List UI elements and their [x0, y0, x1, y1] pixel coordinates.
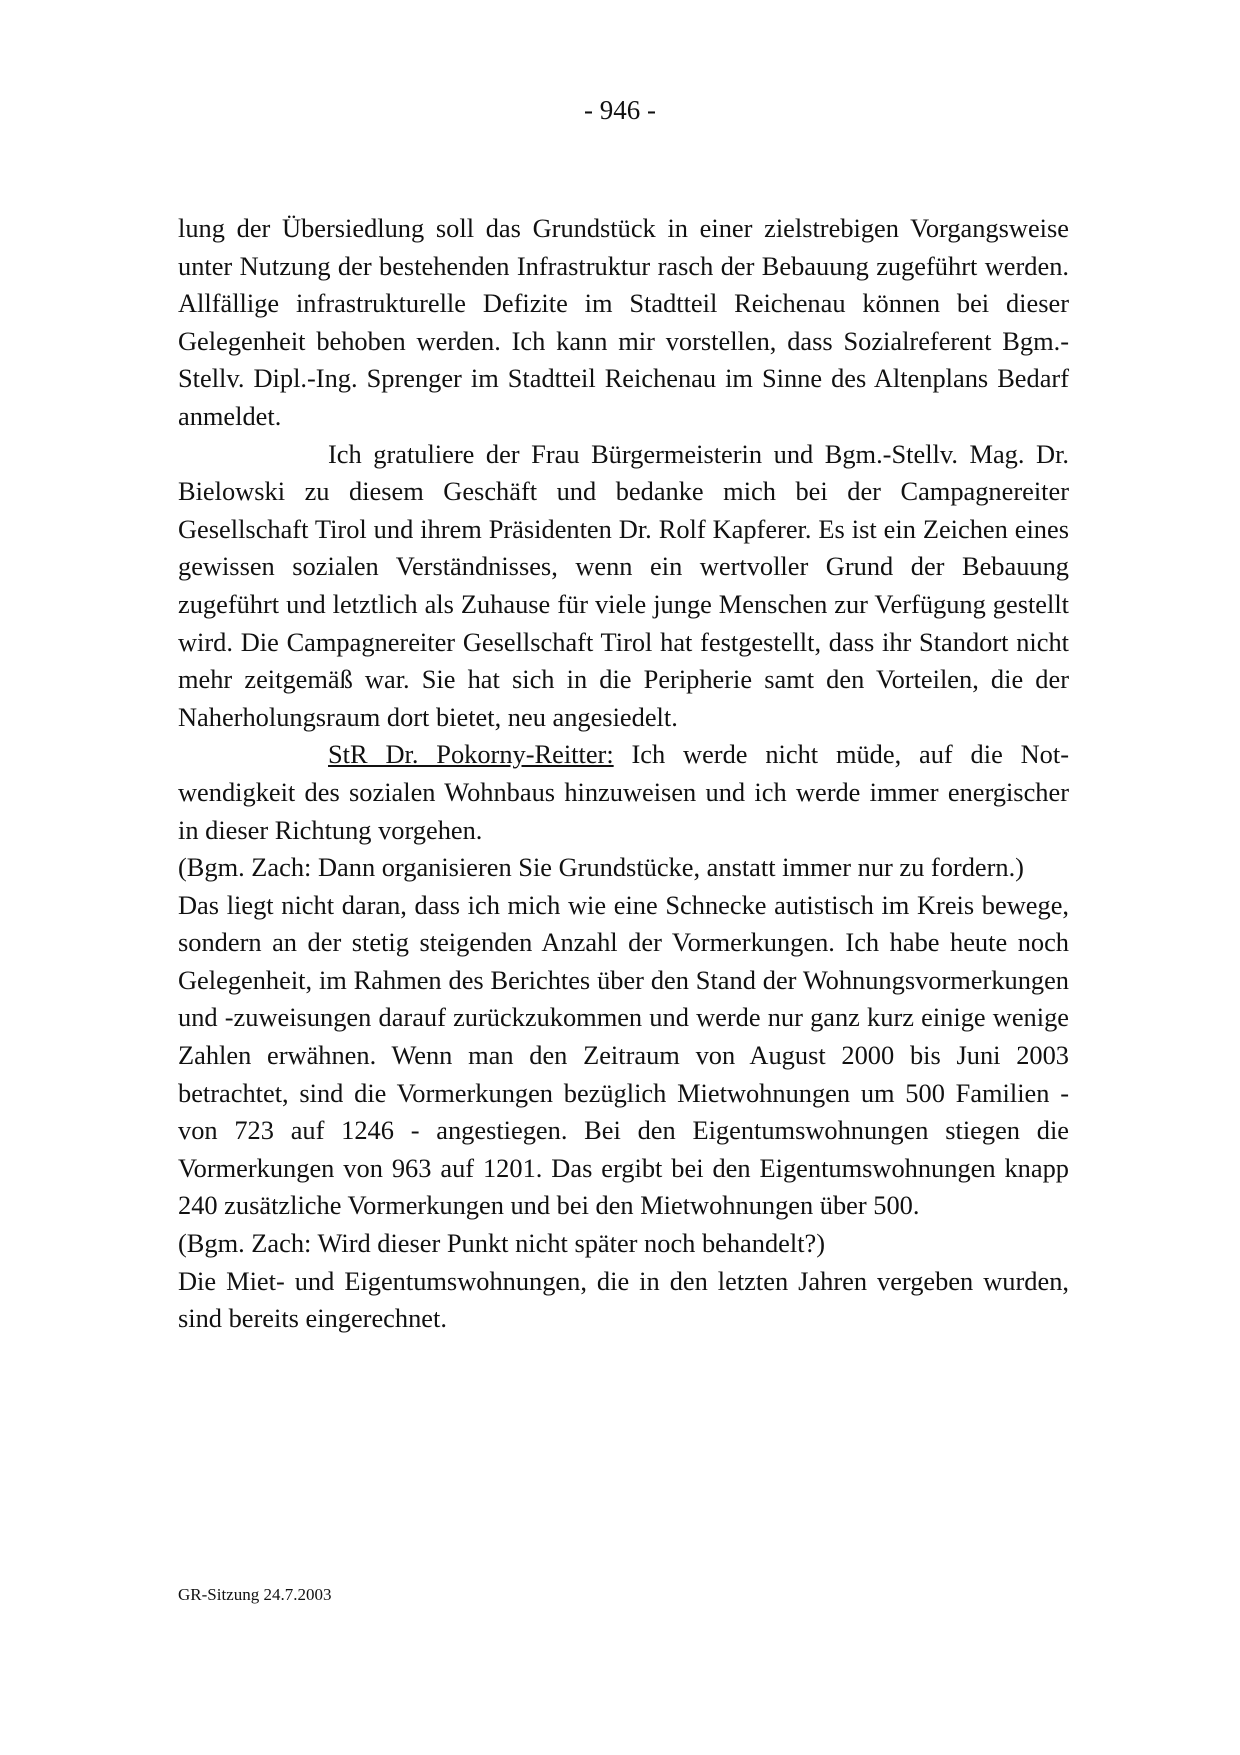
speech-paragraph: [178, 736, 1069, 849]
speech-text: Ich werde nicht müde, auf die Notwendigkeit des sozialen Wohnbaus hinzuweisen und ich werde immer energischer in dieser Richtung vorgehen.: [178, 739, 1070, 845]
interjection: (Bgm. Zach: Wird dieser Punkt nicht später noch behandelt?): [178, 1228, 826, 1259]
paragraph: lung der Übersiedlung soll das Grundstück in einer zielstrebigen Vorgangsweise unter Nutzung der bestehenden Infrastruktur rasch der Bebauung zugeführt werden. Allfällige infrastrukturelle Defizite im Stadtteil Reichenau können bei dieser Gelegenheit behoben werden. Ich kann mir vorstellen, dass Sozialreferent Bgm.-Stellv. Dipl.-Ing. Sprenger im Stadtteil Reichenau im Sinne des Altenplans Bedarf anmeldet.: [178, 213, 1069, 431]
paragraph: Die Miet- und Eigentumswohnungen, die in den letzten Jahren vergeben wurden, sind bereits eingerechnet.: [178, 1265, 1069, 1334]
page-number: - 946 -: [584, 95, 656, 125]
interjection: (Bgm. Zach: Dann organisieren Sie Grundstücke, anstatt immer nur zu fordern.): [178, 852, 1024, 883]
document-body: [178, 210, 1069, 1338]
speaker-name: StR Dr. Pokorny-Reitter:: [328, 739, 614, 770]
footer-session: GR-Sitzung 24.7.2003: [178, 1585, 332, 1604]
paragraph: Das liegt nicht daran, dass ich mich wie eine Schnecke autistisch im Kreis bewege, sondern an der stetig steigenden Anzahl der Vormerkungen. Ich habe heute noch Gelegenheit, im Rahmen des Berichtes über den Stand der Wohnungsvormerkungen und -zuweisungen darauf zurückzukommen und werde nur ganz kurz einige wenige Zahlen erwähnen. Wenn man den Zeitraum von August 2000 bis Juni 2003 betrachtet, sind die Vormerkungen bezüglich Mietwohnungen um 500 Familien - von 723 auf 1246 - angestiegen. Bei den Eigentumswohnungen stiegen die Vormerkungen von 963 auf 1201. Das ergibt bei den Eigentumswohnungen knapp 240 zusätzliche Vormerkungen und bei den Mietwohnungen über 500.: [178, 889, 1069, 1221]
paragraph: Ich gratuliere der Frau Bürgermeisterin und Bgm.-Stellv. Mag. Dr. Bielowski zu diesem Geschäft und bedanke mich bei der Campagnereiter Gesellschaft Tirol und ihrem Präsidenten Dr. Rolf Kapferer. Es ist ein Zeichen eines gewissen sozialen Verständnisses, wenn ein wertvoller Grund der Bebauung zugeführt und letztlich als Zuhause für viele junge Menschen zur Verfügung gestellt wird. Die Campagnereiter Gesellschaft Tirol hat festgestellt, dass ihr Standort nicht mehr zeitgemäß war. Sie hat sich in die Peripherie samt den Vorteilen, die der Naherholungsraum dort bietet, neu angesiedelt.: [178, 438, 1069, 732]
